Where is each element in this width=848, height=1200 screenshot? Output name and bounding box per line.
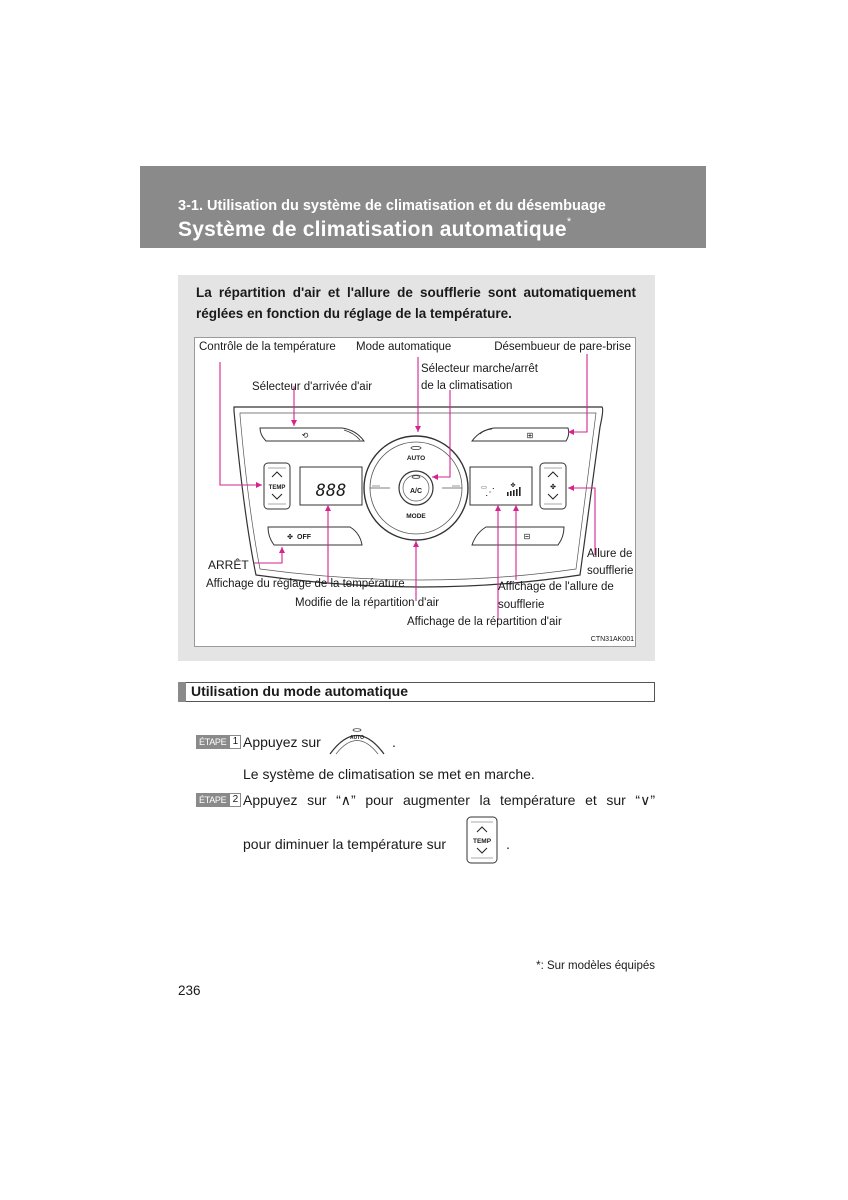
ac-label: A/C xyxy=(409,488,423,495)
label-defogger: Désembueur de pare-brise xyxy=(494,341,631,353)
temp-label: TEMP xyxy=(268,485,286,491)
label-ac-line1: Sélecteur marche/arrêt xyxy=(421,363,538,375)
label-ac-line2: de la climatisation xyxy=(421,380,513,392)
step-1-note: Le système de climatisation se met en marche. xyxy=(243,766,535,782)
title-footnote-marker: * xyxy=(566,216,572,228)
rear-defogger-button xyxy=(472,527,564,545)
diagram-code: CTN31AK001 xyxy=(590,636,634,643)
label-air-display: Affichage de la répartition d'air xyxy=(407,616,562,628)
svg-text:✤: ✤ xyxy=(510,483,516,489)
label-intake: Sélecteur d'arrivée d'air xyxy=(252,381,373,393)
step-1-word: ÉTAPE xyxy=(196,735,229,749)
label-temp-control: Contrôle de la température xyxy=(199,341,336,353)
label-fan-speed-line2: soufflerie xyxy=(587,565,634,577)
intake-button xyxy=(260,428,364,441)
step-1-badge xyxy=(196,735,241,749)
fan-rocker-icon: ✤ xyxy=(550,484,556,491)
intake-icon: ⟲ xyxy=(301,431,309,440)
step-1-period: . xyxy=(392,734,396,750)
mode-label: MODE xyxy=(406,513,426,520)
step-1-text: Appuyez sur xyxy=(243,734,321,750)
off-label: OFF xyxy=(297,534,311,541)
air-distribution-icon: ⋰ xyxy=(485,487,495,498)
fan-icon-off: ✤ xyxy=(287,534,293,541)
subsection-header-bar xyxy=(178,682,186,702)
label-fan-display-line2: soufflerie xyxy=(498,599,545,611)
step-2-word: ÉTAPE xyxy=(196,793,229,807)
step-2-badge xyxy=(196,793,241,807)
section-title: 3-1. Utilisation du système de climatisation et du désembuage xyxy=(178,198,606,214)
label-off: ARRÊT xyxy=(208,558,249,572)
page-title xyxy=(178,218,571,242)
auto-label: AUTO xyxy=(406,455,426,462)
step-2-text-line2: pour diminuer la température sur xyxy=(243,836,447,852)
page-title-text: Système de climatisation automatique xyxy=(178,218,567,241)
page-number: 236 xyxy=(178,983,201,998)
defogger-icon: ⊞ xyxy=(526,431,534,440)
label-fan-speed-line1: Allure de xyxy=(587,548,633,560)
label-fan-display-line1: Affichage de l'allure de xyxy=(498,581,614,593)
svg-text:TEMP: TEMP xyxy=(472,838,492,845)
windshield-mini-icon: ▭ xyxy=(481,485,487,491)
climate-control-diagram xyxy=(194,337,636,647)
step-2-text-line1: Appuyez sur “∧” pour augmenter la température et sur “∨” xyxy=(243,792,655,808)
air-fan-display xyxy=(470,467,532,505)
label-temp-display: Affichage du réglage de la température xyxy=(206,578,405,590)
intro-text: La répartition d'air et l'allure de soufflerie sont automatiquement réglées en fonction du réglage de la température. xyxy=(196,285,636,321)
subsection-title: Utilisation du mode automatique xyxy=(191,683,409,699)
label-mode-change: Modifie de la répartition d'air xyxy=(295,597,440,609)
step-2-number: 2 xyxy=(229,793,241,807)
off-button xyxy=(268,527,362,545)
auto-button-icon xyxy=(326,725,388,755)
rear-defogger-icon: ⊟ xyxy=(523,532,531,541)
step-1-number: 1 xyxy=(229,735,241,749)
svg-text:AUTO: AUTO xyxy=(349,735,365,741)
temp-readout: 888 xyxy=(315,481,347,501)
temp-button-icon xyxy=(465,815,499,865)
label-auto-mode: Mode automatique xyxy=(356,341,452,353)
step-2-period: . xyxy=(506,836,510,852)
footnote: *: Sur modèles équipés xyxy=(536,960,655,972)
